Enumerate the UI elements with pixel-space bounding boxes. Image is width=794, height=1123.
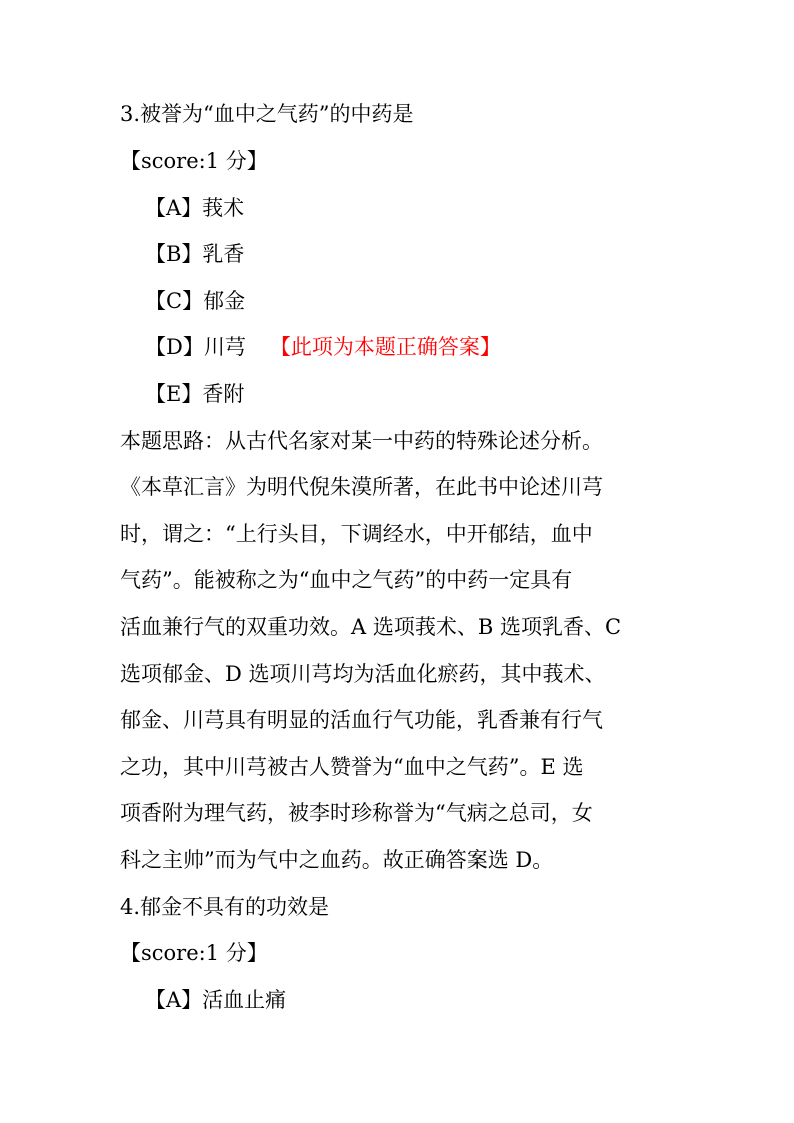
analysis-line: 郁金、川芎具有明显的活血行气功能，乳香兼有行气 [120,708,603,732]
q4-option-a: 【A】活血止痛 [145,988,287,1012]
analysis-line: 本题思路：从古代名家对某一中药的特殊论述分析。 [120,429,603,453]
option-e: 【E】香附 [145,382,245,406]
option-a: 【A】莪术 [145,196,245,220]
analysis-line: 气药”。能被称之为“血中之气药”的中药一定具有 [120,568,573,592]
option-d-row [145,333,501,361]
analysis-line: 时，谓之：“上行头目，下调经水，中开郁结，血中 [120,522,593,546]
option-b: 【B】乳香 [145,242,245,266]
analysis-line: 选项郁金、D 选项川芎均为活血化瘀药，其中莪术、 [120,662,606,686]
analysis-line: 活血兼行气的双重功效。A 选项莪术、B 选项乳香、C [120,615,622,639]
option-c: 【C】郁金 [145,289,246,313]
question-4-score: 【score:1 分】 [120,941,268,965]
analysis-line: 《本草汇言》为明代倪朱漠所著，在此书中论述川芎 [120,475,603,499]
question-3-title: 3.被誉为“血中之气药”的中药是 [120,102,414,126]
question-4-title: 4.郁金不具有的功效是 [120,895,330,919]
option-d: 【D】川芎 [145,335,246,359]
question-3-score: 【score:1 分】 [120,149,268,173]
correct-answer-marker: 【此项为本题正确答案】 [269,335,501,359]
analysis-line: 项香附为理气药，被李时珍称誉为“气病之总司，女 [120,801,593,825]
analysis-line: 科之主帅”而为气中之血药。故正确答案选 D。 [120,848,554,872]
analysis-line: 之功，其中川芎被古人赞誉为“血中之气药”。E 选 [120,755,584,779]
